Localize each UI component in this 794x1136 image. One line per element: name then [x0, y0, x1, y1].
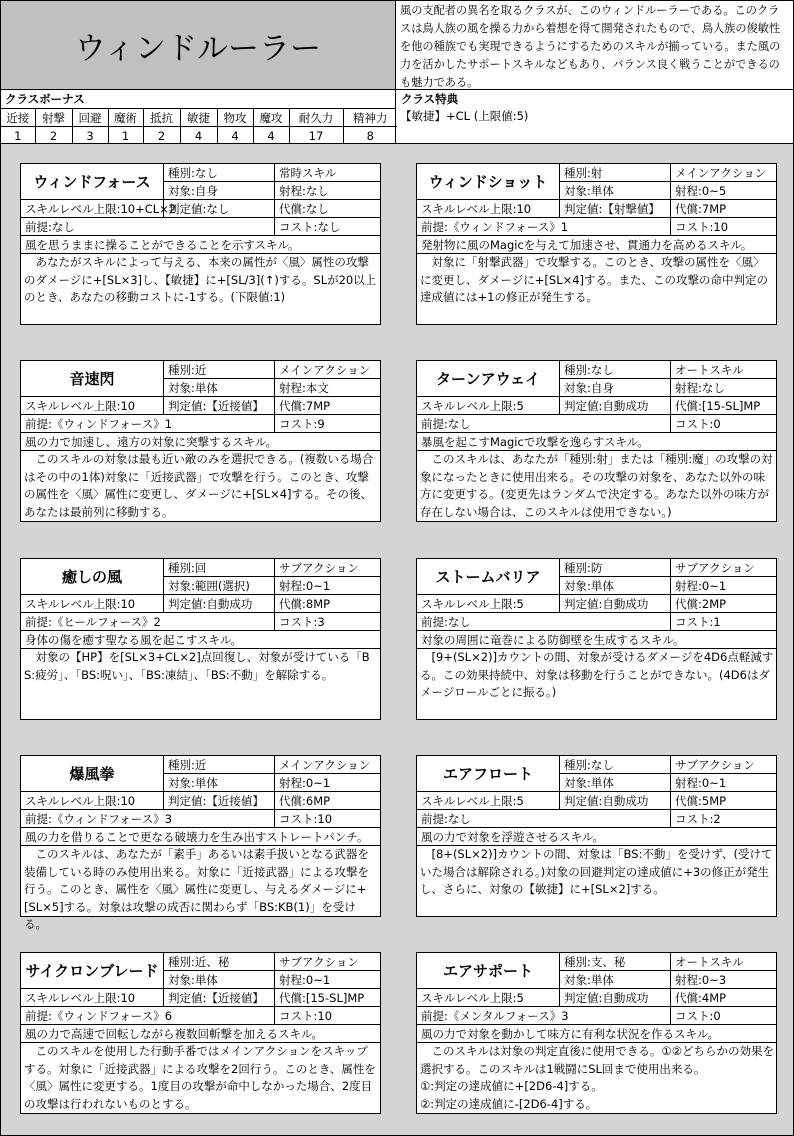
- skill-type: 種別:射: [560, 164, 671, 182]
- skill-summary: 風を思うままに操ることができることを示すスキル。: [21, 236, 380, 254]
- skill-max-level: スキルレベル上限:10: [21, 989, 164, 1007]
- skill-card: [416, 755, 777, 917]
- skill-max-level: スキルレベル上限:10: [21, 595, 164, 613]
- class-feature-panel: [396, 90, 794, 144]
- bonus-value: 4: [180, 127, 217, 145]
- skill-timing: メインアクション: [275, 361, 380, 379]
- skill-prereq: 前提:《ヒールフォース》2: [21, 613, 275, 631]
- skill-max-level: スキルレベル上限:5: [417, 397, 560, 415]
- skill-range: 射程:0~1: [275, 971, 380, 989]
- skill-area: [0, 144, 794, 1136]
- skill-judge: 判定値:【近接値】: [164, 397, 275, 415]
- skill-cost: 代償:2MP: [671, 595, 776, 613]
- skill-text: このスキルは対象の判定直後に使用できる。①②どちらかの効果を選択する。このスキルは1戦闘にSL回まで使用出来る。 ①:判定の達成値に+[2D6-4]する。 ②:判定の達成値に-[2D6-4]する。: [420, 1044, 775, 1111]
- skill-type: 種別:近、秘: [164, 953, 275, 971]
- skill-max-level: スキルレベル上限:10: [417, 200, 560, 218]
- bonus-header: 射撃: [35, 109, 72, 127]
- skill-cost: 代償:7MP: [275, 397, 380, 415]
- skill-prereq: 前提:なし: [417, 810, 671, 828]
- skill-max-level: スキルレベル上限:5: [417, 792, 560, 810]
- skill-name: エアフロート: [417, 756, 560, 792]
- skill-name: 爆風拳: [21, 756, 164, 792]
- class-bonus-panel: [0, 90, 396, 144]
- skill-text: このスキルは、あなたが「素手」あるいは素手扱いとなる武器を装備している時のみ使用出来る。対象に「近接武器」による攻撃を行う。このとき、属性を〈風〉属性に変更し、与えるダメージに+[SL×5]する。対象は攻撃の成否に関わらず「BS:KB(1)」を受ける。: [24, 847, 369, 931]
- bonus-header: 魔術: [108, 109, 143, 127]
- bonus-value: 4: [217, 127, 253, 145]
- skill-cost2: コスト:2: [671, 810, 776, 828]
- skill-name: ストームバリア: [417, 559, 560, 595]
- skill-timing: メインアクション: [671, 164, 776, 182]
- skill-target: 対象:単体: [560, 182, 671, 200]
- skill-range: 射程:0~1: [275, 774, 380, 792]
- skill-text: [8+(SL×2)]カウントの間、対象は「BS:不動」を受けず、(受けていた場合は解除される。)対象の回避判定の達成値に+3の修正が発生し、さらに、対象の【敏捷】に+[SL×2]する。: [420, 847, 773, 896]
- bonus-value: 3: [72, 127, 108, 145]
- skill-cost: 代償:7MP: [671, 200, 776, 218]
- skill-target: 対象:単体: [560, 577, 671, 595]
- bonus-header: 物攻: [217, 109, 253, 127]
- bonus-header: 敏捷: [180, 109, 217, 127]
- skill-max-level: スキルレベル上限:10: [21, 792, 164, 810]
- skill-timing: メインアクション: [275, 756, 380, 774]
- skill-text: このスキルの対象は最も近い敵のみを選択できる。(複数いる場合はその中の1体)対象に「近接武器」で攻撃を行う。このとき、攻撃の属性を〈風〉属性に変更し、ダメージに+[SL×4]する。その後、あなたは最前列に移動する。: [24, 452, 374, 519]
- skill-target: 対象:自身: [164, 182, 275, 200]
- skill-type: 種別:なし: [164, 164, 275, 182]
- class-feature-label: クラス特典: [401, 92, 459, 106]
- skill-target: 対象:単体: [164, 774, 275, 792]
- bonus-value: 1: [1, 127, 35, 145]
- skill-text: このスキルは、あなたが「種別:射」または「種別:魔」の攻撃の対象になったときに使用出来る。その攻撃の対象を、あなた以外の味方に変更する。(変更先はランダムで決定する。あなた以外の味方が存在しない場合は、このスキルは使用できない。): [420, 452, 773, 519]
- bonus-header: 抵抗: [143, 109, 180, 127]
- class-bonus-label: クラスボーナス: [1, 90, 395, 109]
- skill-target: 対象:単体: [164, 971, 275, 989]
- skill-summary: 風の力で高速で回転しながら複数回斬撃を加えるスキル。: [21, 1025, 380, 1043]
- bonus-header: 回避: [72, 109, 108, 127]
- skill-card: [416, 163, 777, 325]
- skill-name: エアサポート: [417, 953, 560, 989]
- skill-type: 種別:なし: [560, 756, 671, 774]
- skill-summary: 風の力で対象を動かして味方に有利な状況を作るスキル。: [417, 1025, 776, 1043]
- skill-summary: 風の力で対象を浮遊させるスキル。: [417, 828, 776, 846]
- skill-name: 癒しの風: [21, 559, 164, 595]
- skill-text: あなたがスキルによって与える、本来の属性が〈風〉属性の攻撃のダメージに+[SL×3]し、【敏捷】に+[SL/3](↑)する。SLが20以上のとき、あなたの移動コストに-1する。(下限値:1): [24, 255, 377, 304]
- skill-cost: 代償:4MP: [671, 989, 776, 1007]
- skill-type: 種別:近: [164, 361, 275, 379]
- skill-target: 対象:範囲(選択): [164, 577, 275, 595]
- skill-cost: 代償:[15-SL]MP: [671, 397, 776, 415]
- skill-judge: 判定値:自動成功: [560, 989, 671, 1007]
- skill-cost2: コスト:0: [671, 1007, 776, 1025]
- skill-prereq: 前提:なし: [21, 218, 275, 236]
- skill-timing: 常時スキル: [275, 164, 380, 182]
- skill-summary: 対象の周囲に竜巻による防御壁を生成するスキル。: [417, 631, 776, 649]
- skill-text: [9+(SL×2)]カウントの間、対象が受けるダメージを4D6点軽減する。この効果持続中、対象は移動を行うことができない。(4D6はダメージロールごとに振る。): [420, 650, 774, 699]
- skill-range: 射程:0~1: [275, 577, 380, 595]
- skill-summary: 風の力を借りることで更なる破壊力を生み出すストレートパンチ。: [21, 828, 380, 846]
- skill-cost: 代償:5MP: [671, 792, 776, 810]
- skill-range: 射程:なし: [275, 182, 380, 200]
- skill-prereq: 前提:なし: [417, 415, 671, 433]
- skill-card: [20, 360, 381, 522]
- skill-type: 種別:回: [164, 559, 275, 577]
- skill-cost: 代償:8MP: [275, 595, 380, 613]
- skill-max-level: スキルレベル上限:10: [21, 397, 164, 415]
- skill-type: 種別:なし: [560, 361, 671, 379]
- skill-judge: 判定値:なし: [164, 200, 275, 218]
- skill-timing: サブアクション: [671, 756, 776, 774]
- skill-timing: オートスキル: [671, 953, 776, 971]
- skill-target: 対象:単体: [164, 379, 275, 397]
- skill-card: [20, 558, 381, 720]
- skill-judge: 判定値:【近接値】: [164, 989, 275, 1007]
- skill-prereq: 前提:《ウィンドフォース》1: [417, 218, 671, 236]
- skill-cost: 代償:6MP: [275, 792, 380, 810]
- class-description: 風の支配者の異名を取るクラスが、このウィンドルーラーである。このクラスは鳥人族の風を操る力から着想を得て開発されたもので、鳥人族の俊敏性を他の種族でも実現できるようにするためのスキルが揃っている。また風の力を活かしたサポートスキルなどもあり、バランス良く戦うことができるのも魅力である。: [396, 0, 794, 90]
- skill-range: 射程:本文: [275, 379, 380, 397]
- skill-card: [416, 360, 777, 522]
- skill-target: 対象:自身: [560, 379, 671, 397]
- bonus-header: 魔攻: [253, 109, 289, 127]
- skill-timing: サブアクション: [275, 953, 380, 971]
- skill-summary: 風の力で加速し、遠方の対象に突撃するスキル。: [21, 433, 380, 451]
- skill-prereq: 前提:《ウィンドフォース》3: [21, 810, 275, 828]
- bonus-header: 精神力: [343, 109, 397, 127]
- bonus-value: 8: [343, 127, 397, 145]
- bonus-value: 2: [143, 127, 180, 145]
- bonus-header: 耐久力: [289, 109, 343, 127]
- skill-summary: 暴風を起こすMagicで攻撃を逸らすスキル。: [417, 433, 776, 451]
- skill-range: 射程:なし: [671, 379, 776, 397]
- skill-range: 射程:0~5: [671, 182, 776, 200]
- skill-name: ターンアウェイ: [417, 361, 560, 397]
- bonus-value: 4: [253, 127, 289, 145]
- skill-range: 射程:0~1: [671, 577, 776, 595]
- skill-cost2: コスト:なし: [275, 218, 380, 236]
- skill-card: [416, 952, 777, 1114]
- skill-type: 種別:支、秘: [560, 953, 671, 971]
- skill-type: 種別:防: [560, 559, 671, 577]
- class-bonus-table: [1, 109, 397, 144]
- skill-prereq: 前提:《ウィンドフォース》1: [21, 415, 275, 433]
- skill-cost2: コスト:3: [275, 613, 380, 631]
- skill-card: [20, 163, 381, 325]
- skill-type: 種別:近: [164, 756, 275, 774]
- skill-max-level: スキルレベル上限:5: [417, 595, 560, 613]
- skill-card: [416, 558, 777, 720]
- skill-cost2: コスト:10: [275, 810, 380, 828]
- skill-max-level: スキルレベル上限:10+CL×2: [21, 200, 164, 218]
- class-title: ウィンドルーラー: [0, 0, 396, 90]
- skill-judge: 判定値:自動成功: [560, 595, 671, 613]
- skill-judge: 判定値:自動成功: [560, 792, 671, 810]
- skill-target: 対象:単体: [560, 774, 671, 792]
- skill-text: 対象の【HP】を[SL×3+CL×2]点回復し、対象が受けている「BS:疲労」、「BS:呪い」、「BS:凍結」、「BS:不動」を解除する。: [24, 650, 370, 682]
- skill-name: ウィンドショット: [417, 164, 560, 200]
- skill-judge: 判定値:【近接値】: [164, 792, 275, 810]
- skill-summary: 身体の傷を癒す聖なる風を起こすスキル。: [21, 631, 380, 649]
- skill-cost: 代償:[15-SL]MP: [275, 989, 380, 1007]
- bonus-value: 17: [289, 127, 343, 145]
- skill-cost2: コスト:10: [275, 1007, 380, 1025]
- skill-max-level: スキルレベル上限:5: [417, 989, 560, 1007]
- class-feature-value: 【敏捷】+CL (上限値:5): [400, 109, 529, 123]
- skill-card: [20, 755, 381, 931]
- skill-cost2: コスト:0: [671, 415, 776, 433]
- skill-judge: 判定値:自動成功: [560, 397, 671, 415]
- skill-cost2: コスト:1: [671, 613, 776, 631]
- skill-name: サイクロンブレード: [21, 953, 164, 989]
- skill-range: 射程:0~1: [671, 774, 776, 792]
- skill-cost: 代償:なし: [275, 200, 380, 218]
- skill-range: 射程:0~3: [671, 971, 776, 989]
- skill-prereq: 前提:《ウィンドフォース》6: [21, 1007, 275, 1025]
- skill-cost2: コスト:9: [275, 415, 380, 433]
- skill-timing: オートスキル: [671, 361, 776, 379]
- skill-summary: 発射物に風のMagicを与えて加速させ、貫通力を高めるスキル。: [417, 236, 776, 254]
- skill-prereq: 前提:なし: [417, 613, 671, 631]
- skill-target: 対象:単体: [560, 971, 671, 989]
- skill-card: [20, 952, 381, 1114]
- skill-text: 対象に「射撃武器」で攻撃する。このとき、攻撃の属性を〈風〉に変更し、ダメージに+[SL×4]する。また、この攻撃の命中判定の達成値には+1の修正が発生する。: [420, 255, 769, 304]
- skill-timing: サブアクション: [671, 559, 776, 577]
- skill-judge: 判定値:【射撃値】: [560, 200, 671, 218]
- bonus-value: 2: [35, 127, 72, 145]
- skill-name: ウィンドフォース: [21, 164, 164, 200]
- skill-text: このスキルを使用した行動手番ではメインアクションをスキップする。対象に「近接武器」による攻撃を2回行う。このとき、属性を〈風〉属性に変更する。1度目の攻撃が命中しなかった場合、2度目の攻撃は行われないものとする。: [24, 1044, 376, 1111]
- skill-timing: サブアクション: [275, 559, 380, 577]
- skill-name: 音速閃: [21, 361, 164, 397]
- bonus-value: 1: [108, 127, 143, 145]
- bonus-header: 近接: [1, 109, 35, 127]
- skill-prereq: 前提:《メンタルフォース》3: [417, 1007, 671, 1025]
- skill-judge: 判定値:自動成功: [164, 595, 275, 613]
- skill-cost2: コスト:10: [671, 218, 776, 236]
